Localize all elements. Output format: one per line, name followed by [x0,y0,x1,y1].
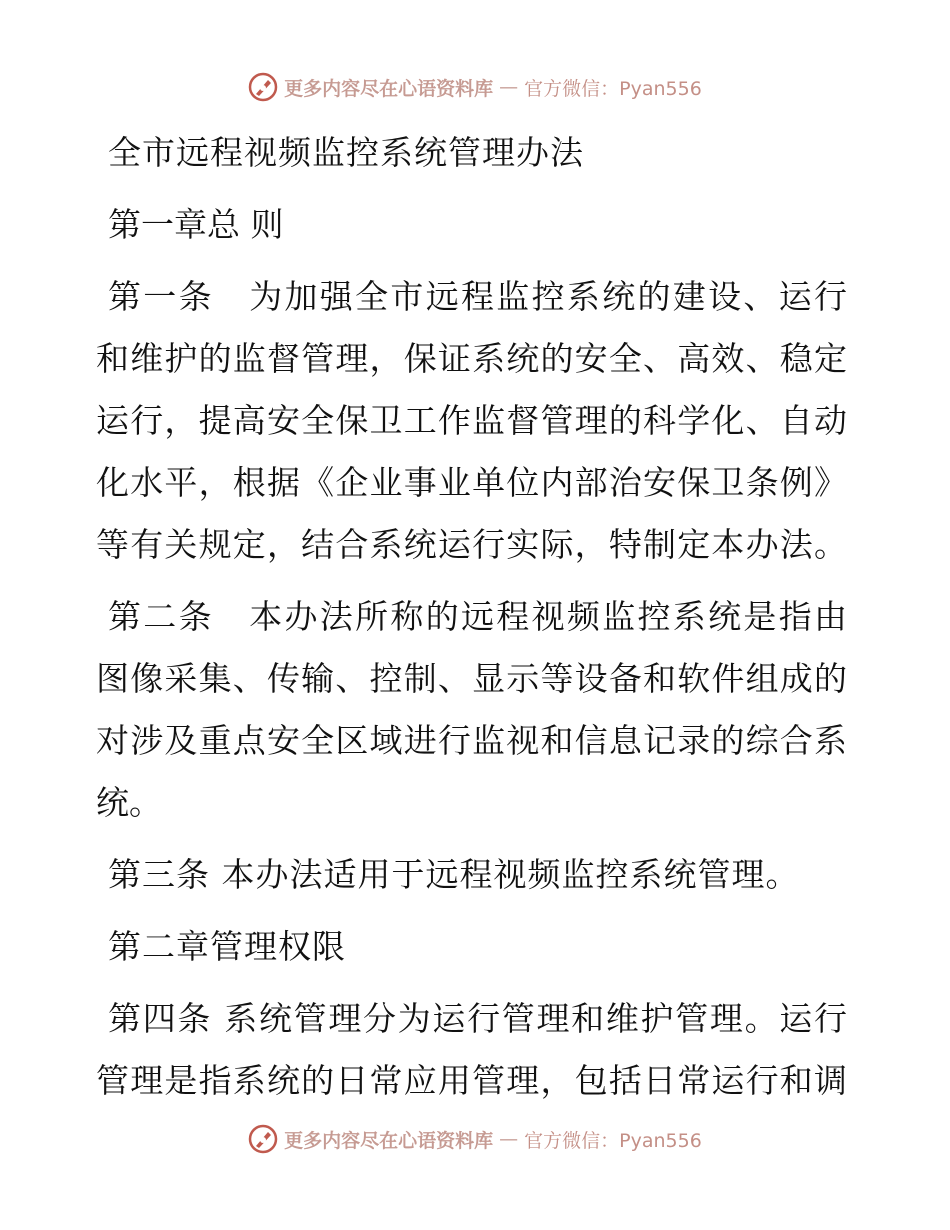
article-2-line: 对涉及重点安全区域进行监视和信息记录的综合系 [96,721,848,760]
document-body [96,122,848,1112]
article-4-line: 第四条 系统管理分为运行管理和维护管理。运行 [108,999,848,1038]
watermark-separator: — [499,76,519,98]
watermark-text: 更多内容尽在心语资料库 [284,77,494,100]
watermark-handle: 官方微信：Pyan556 [524,1129,702,1152]
article-1-line: 化水平，根据《企业事业单位内部治安保卫条例》 [96,463,848,502]
article-2 [96,586,848,834]
article-1-line: 第一条 为加强全市远程监控系统的建设、运行 [108,277,848,316]
watermark-separator: — [499,1128,519,1150]
pen-logo-icon [248,1124,278,1154]
article-4-line: 管理是指系统的日常应用管理，包括日常运行和调 [96,1061,848,1100]
document-title: 全市远程视频监控系统管理办法 [108,133,584,172]
article-1-line: 运行，提高安全保卫工作监督管理的科学化、自动 [96,401,848,440]
chapter-heading-2: 第二章管理权限 [108,927,346,966]
article-1 [96,266,848,576]
watermark-text: 更多内容尽在心语资料库 [284,1129,494,1152]
article-2-line: 图像采集、传输、控制、显示等设备和软件组成的 [96,659,848,698]
pen-logo-icon [248,72,278,102]
chapter-heading-1: 第一章总 则 [108,205,284,244]
article-2-line: 统。 [96,783,162,822]
article-4 [96,988,848,1112]
watermark-handle: 官方微信：Pyan556 [524,77,702,100]
article-2-line: 第二条 本办法所称的远程视频监控系统是指由 [108,597,848,636]
article-1-line: 等有关规定，结合系统运行实际，特制定本办法。 [96,525,848,564]
article-1-line: 和维护的监督管理，保证系统的安全、高效、稳定 [96,339,848,378]
watermark-header [0,72,950,102]
watermark-footer [0,1124,950,1154]
article-3: 第三条 本办法适用于远程视频监控系统管理。 [108,855,800,894]
